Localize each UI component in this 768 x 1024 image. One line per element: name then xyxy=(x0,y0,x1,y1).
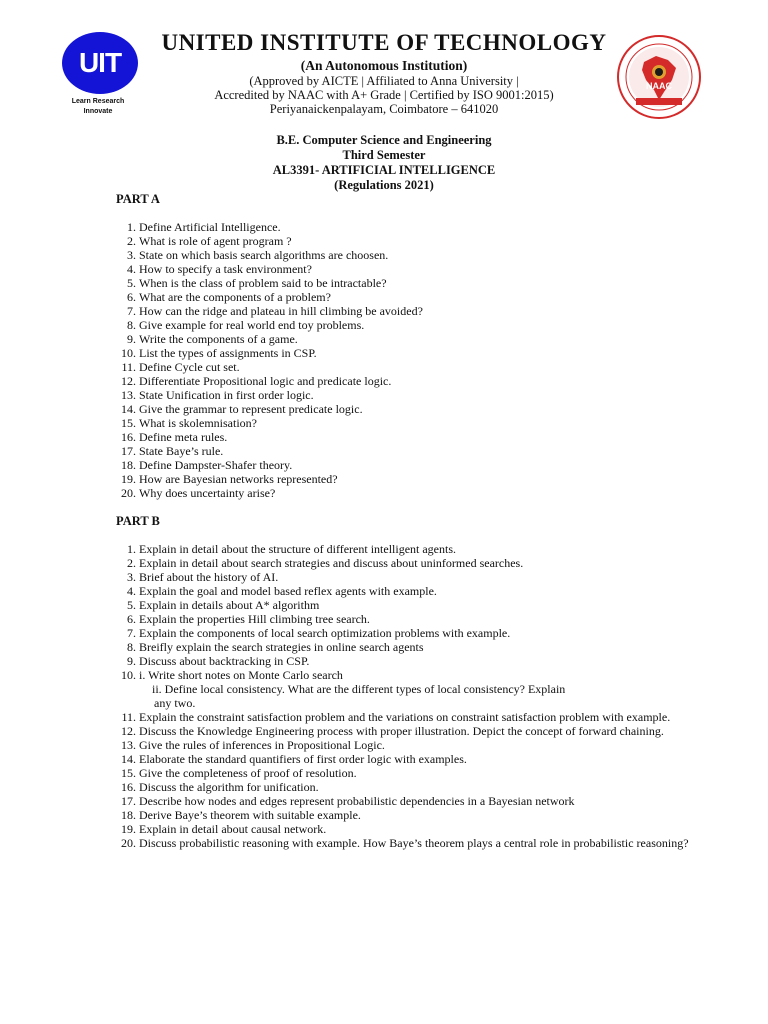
part-b-heading: PART B xyxy=(116,514,160,528)
question-number: 3. xyxy=(127,570,136,584)
question-text: ii. Define local consistency. What are the different types of local consistency? Explain xyxy=(152,682,566,696)
question-number: 7. xyxy=(127,626,136,640)
question-item xyxy=(116,332,736,346)
subject-title: AL3391- ARTIFICIAL INTELLIGENCE xyxy=(272,163,496,177)
question-item xyxy=(116,766,736,780)
naac-logo-text: NAAC xyxy=(646,81,672,91)
question-text: How to specify a task environment? xyxy=(139,262,312,276)
question-number: 20. xyxy=(121,836,136,850)
question-number: 8. xyxy=(127,640,136,654)
approval-line: (Approved by AICTE | Affiliated to Anna University | xyxy=(249,74,519,88)
question-item xyxy=(116,542,736,556)
part-b-questions xyxy=(116,542,736,850)
question-number: 13. xyxy=(121,738,136,752)
question-item xyxy=(116,556,736,570)
question-item xyxy=(116,584,736,598)
question-item xyxy=(116,682,736,696)
question-text: When is the class of problem said to be intractable? xyxy=(139,276,387,290)
question-number: 18. xyxy=(121,458,136,472)
uit-logo-tagline-1: Learn Research xyxy=(71,98,125,105)
question-text: Define Dampster-Shafer theory. xyxy=(139,458,293,472)
question-item xyxy=(116,458,736,472)
question-item xyxy=(116,570,736,584)
question-number: 10. xyxy=(121,346,136,360)
question-text: Define Artificial Intelligence. xyxy=(139,220,281,234)
question-item xyxy=(116,794,736,808)
question-text: Give the rules of inferences in Propositional Logic. xyxy=(139,738,385,752)
naac-logo xyxy=(616,34,702,120)
question-number: 4. xyxy=(127,262,136,276)
question-text: How are Bayesian networks represented? xyxy=(139,472,338,486)
question-text: Differentiate Propositional logic and predicate logic. xyxy=(139,374,392,388)
question-item xyxy=(116,318,736,332)
question-number: 15. xyxy=(121,416,136,430)
question-item xyxy=(116,808,736,822)
question-text: State on which basis search algorithms are choosen. xyxy=(139,248,389,262)
question-item xyxy=(116,374,736,388)
question-number: 8. xyxy=(127,318,136,332)
question-item xyxy=(116,304,736,318)
question-text: List the types of assignments in CSP. xyxy=(139,346,317,360)
question-text: Explain in detail about causal network. xyxy=(139,822,327,836)
question-text: Write the components of a game. xyxy=(139,332,298,346)
question-item xyxy=(116,444,736,458)
question-text: Explain the goal and model based reflex agents with example. xyxy=(139,584,437,598)
course-name: B.E. Computer Science and Engineering xyxy=(276,133,492,147)
question-text: State Unification in first order logic. xyxy=(139,388,314,402)
uit-logo-mark: UIT xyxy=(62,32,138,94)
question-number: 14. xyxy=(121,402,136,416)
question-text: Give example for real world end toy problems. xyxy=(139,318,365,332)
question-text: Discuss about backtracking in CSP. xyxy=(139,654,310,668)
question-text: Brief about the history of AI. xyxy=(139,570,279,584)
question-text: What is role of agent program ? xyxy=(139,234,292,248)
institution-name: UNITED INSTITUTE OF TECHNOLOGY xyxy=(161,30,607,55)
autonomous-label: (An Autonomous Institution) xyxy=(300,58,468,73)
question-text: Explain the constraint satisfaction problem and the variations on constraint satisfaction problem with example. xyxy=(139,710,671,724)
question-number: 3. xyxy=(127,248,136,262)
uit-logo-tagline-2: Innovate xyxy=(83,108,113,115)
question-item xyxy=(116,220,736,234)
question-item xyxy=(116,598,736,612)
question-number: 16. xyxy=(121,780,136,794)
question-number: 2. xyxy=(127,556,136,570)
question-number: 12. xyxy=(121,724,136,738)
question-number: 6. xyxy=(127,290,136,304)
regulation: (Regulations 2021) xyxy=(334,178,434,192)
question-item xyxy=(116,388,736,402)
question-number: 2. xyxy=(127,234,136,248)
question-text: How can the ridge and plateau in hill climbing be avoided? xyxy=(139,304,423,318)
question-item xyxy=(116,668,736,682)
question-number: 6. xyxy=(127,612,136,626)
question-item xyxy=(116,402,736,416)
accreditation-line: Accredited by NAAC with A+ Grade | Certified by ISO 9001:2015) xyxy=(214,88,554,102)
question-number: 10. xyxy=(121,668,136,682)
question-item xyxy=(116,654,736,668)
question-item xyxy=(116,836,736,850)
question-text: Give the grammar to represent predicate logic. xyxy=(139,402,363,416)
question-item xyxy=(116,472,736,486)
question-number: 1. xyxy=(127,220,136,234)
question-text: Explain the properties Hill climbing tree search. xyxy=(139,612,370,626)
institution-header xyxy=(0,0,768,130)
question-item xyxy=(116,360,736,374)
question-item xyxy=(116,234,736,248)
question-text: Elaborate the standard quantifiers of first order logic with examples. xyxy=(139,752,467,766)
question-item xyxy=(116,780,736,794)
address-line: Periyanaickenpalayam, Coimbatore – 641020 xyxy=(269,102,499,116)
question-item xyxy=(116,486,736,500)
question-item xyxy=(116,290,736,304)
question-text: Explain in details about A* algorithm xyxy=(139,598,320,612)
question-item xyxy=(116,612,736,626)
question-item xyxy=(116,640,736,654)
question-text: Describe how nodes and edges represent probabilistic dependencies in a Bayesian network xyxy=(139,794,575,808)
question-item xyxy=(116,710,736,724)
question-number: 19. xyxy=(121,822,136,836)
question-number: 11. xyxy=(121,360,136,374)
question-number: 5. xyxy=(127,598,136,612)
question-item xyxy=(116,696,736,710)
question-text: any two. xyxy=(154,696,196,710)
semester: Third Semester xyxy=(342,148,426,162)
question-item xyxy=(116,248,736,262)
question-number: 13. xyxy=(121,388,136,402)
question-item xyxy=(116,276,736,290)
question-number: 4. xyxy=(127,584,136,598)
question-number: 17. xyxy=(121,794,136,808)
question-text: What are the components of a problem? xyxy=(139,290,331,304)
question-text: Discuss probabilistic reasoning with example. How Baye’s theorem plays a central role in probabilistic reasoning? xyxy=(139,836,689,850)
question-text: Breifly explain the search strategies in online search agents xyxy=(139,640,424,654)
question-number: 17. xyxy=(121,444,136,458)
question-number: 9. xyxy=(127,332,136,346)
question-item xyxy=(116,430,736,444)
question-number: 7. xyxy=(127,304,136,318)
question-item xyxy=(116,738,736,752)
question-text: Explain in detail about search strategies and discuss about uninformed searches. xyxy=(139,556,524,570)
question-number: 5. xyxy=(127,276,136,290)
question-text: Give the completeness of proof of resolution. xyxy=(139,766,357,780)
question-text: Define meta rules. xyxy=(139,430,228,444)
question-item xyxy=(116,752,736,766)
part-a-heading: PART A xyxy=(116,192,160,206)
question-number: 19. xyxy=(121,472,136,486)
question-number: 9. xyxy=(127,654,136,668)
question-text: Explain in detail about the structure of different intelligent agents. xyxy=(139,542,457,556)
question-text: Discuss the algorithm for unification. xyxy=(139,780,319,794)
question-number: 20. xyxy=(121,486,136,500)
question-text: Why does uncertainty arise? xyxy=(139,486,276,500)
course-titles xyxy=(0,133,768,193)
question-number: 15. xyxy=(121,766,136,780)
question-text: Define Cycle cut set. xyxy=(139,360,240,374)
question-number: 11. xyxy=(121,710,136,724)
question-text: State Baye’s rule. xyxy=(139,444,224,458)
question-item xyxy=(116,346,736,360)
question-text: Derive Baye’s theorem with suitable example. xyxy=(139,808,361,822)
question-text: What is skolemnisation? xyxy=(139,416,257,430)
question-item xyxy=(116,416,736,430)
question-number: 14. xyxy=(121,752,136,766)
question-item xyxy=(116,262,736,276)
question-item xyxy=(116,724,736,738)
question-number: 12. xyxy=(121,374,136,388)
question-number: 1. xyxy=(127,542,136,556)
question-item xyxy=(116,822,736,836)
question-number: 16. xyxy=(121,430,136,444)
part-a-questions xyxy=(116,220,736,500)
question-text: i. Write short notes on Monte Carlo search xyxy=(139,668,343,682)
question-text: Explain the components of local search optimization problems with example. xyxy=(139,626,511,640)
question-item xyxy=(116,626,736,640)
question-number: 18. xyxy=(121,808,136,822)
question-text: Discuss the Knowledge Engineering process with proper illustration. Depict the concept of forward chaining. xyxy=(139,724,664,738)
